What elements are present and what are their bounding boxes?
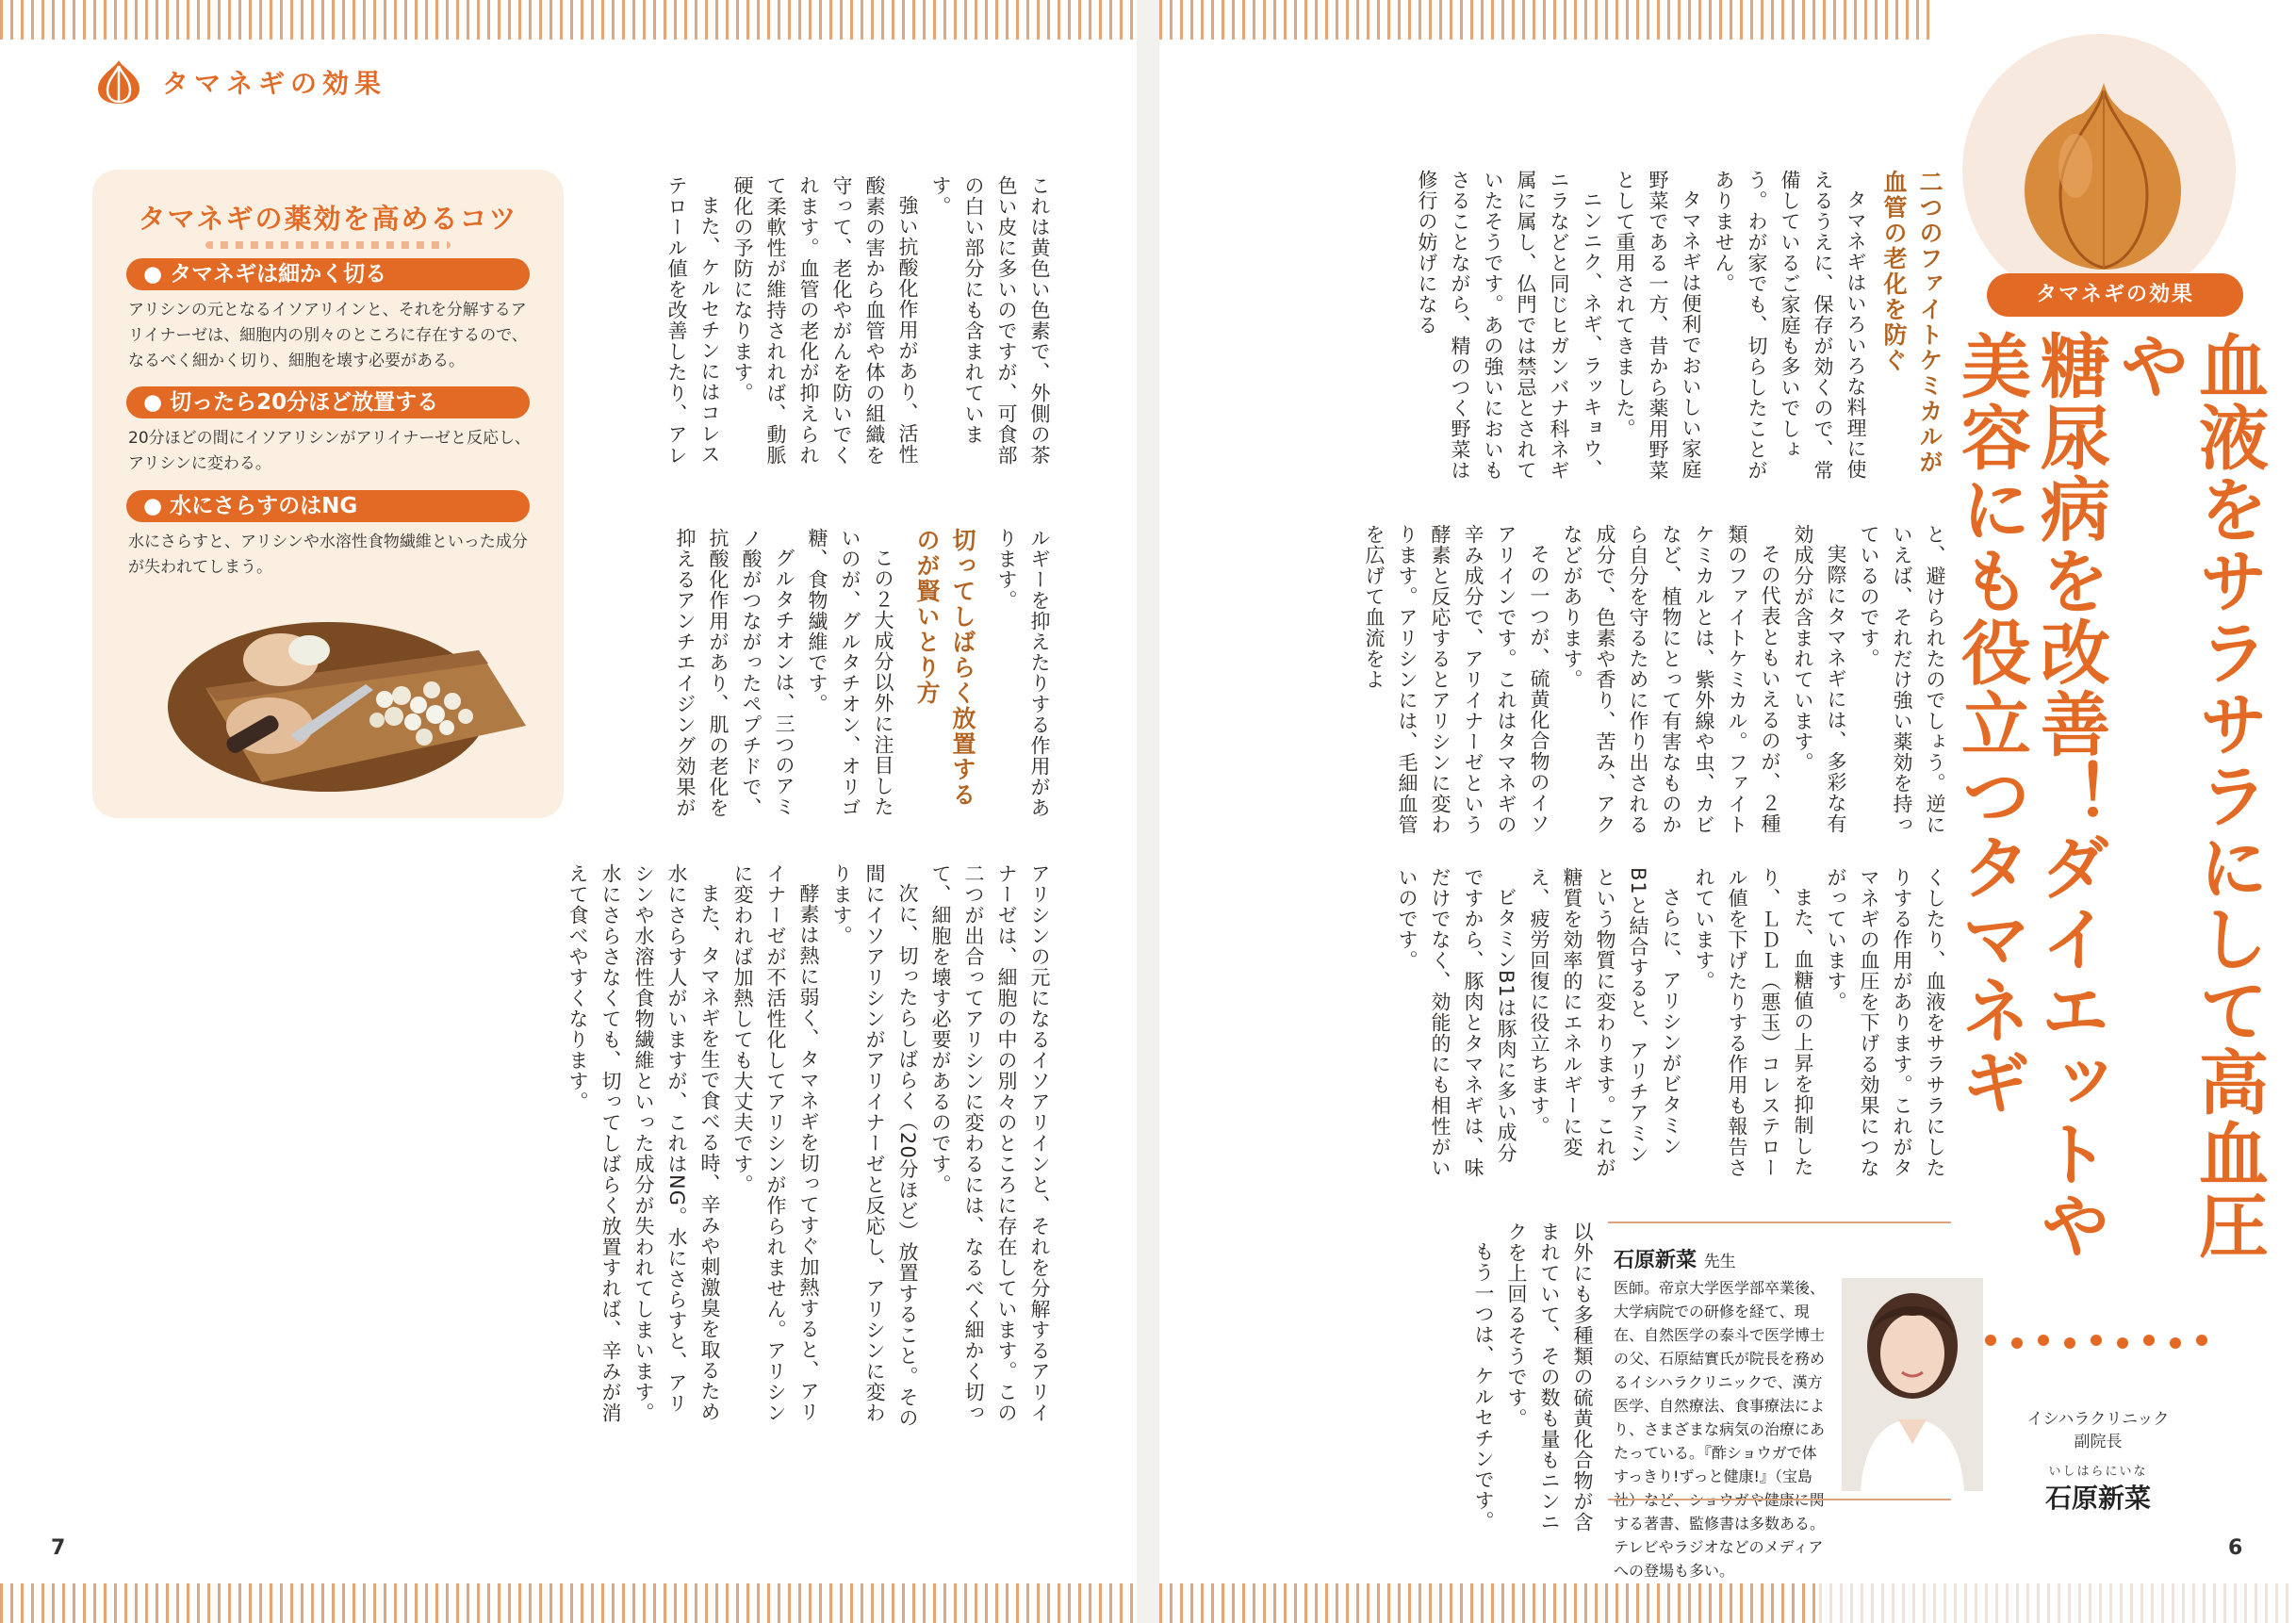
right-bottom-text	[1222, 867, 1951, 1178]
decor-dots	[1985, 1335, 2211, 1348]
onion-photo	[1962, 34, 2236, 307]
paragraph: ビタミンB1は豚肉に多い成分ですから、豚肉とタマネギは、味だけでなく、効能的にも相性がいいのです。	[1396, 867, 1517, 1178]
tip-desc: 20分ほどの間にイソアリシンがアリイナーゼと反応し、アリシンに変わる。	[128, 429, 531, 473]
tip-desc: 水にさらすと、アリシンや水溶性食物繊維といった成分が失われてしまう。	[128, 533, 528, 577]
paragraph: これは黄色い色素で、外側の茶色い皮に多いのですが、可食部の白い部分にも含まれています。	[929, 175, 1051, 466]
left-mid-heading: 切ってしばらく放置するのが賢いとり方	[913, 528, 976, 808]
paragraph: また、タマネギを生で食べる時、辛みや刺激臭を取るため水にさらす人がいますが、これはNG。水にさらすと、アリシンや水溶性食物繊維といった成分が失われてしまいます。水にさらさなくても、切ってしばらく放置すれば、辛みが消えて食べやすくなります。	[566, 863, 721, 1423]
paragraph: タマネギはいろいろな料理に使えるうえに、保存が効くので、常備しているご家庭も多いでしょう。わが家でも、切らしたことがありません。	[1713, 170, 1867, 481]
bottom-decor-stripe-faded	[1819, 1583, 2296, 1623]
paragraph: この２大成分以外に注目したいのが、グルタチオン、オリゴ糖、食物繊維です。	[806, 528, 894, 818]
right-bottom-text-2	[1222, 1221, 1599, 1533]
left-mid-text	[603, 528, 1056, 829]
page-number: 7	[51, 1536, 66, 1560]
paragraph: その代表ともいえるのが、２種類のファイトケミカル。ファイトケミカルとは、紫外線や虫、カビなど、植物にとって有害なものから自分を守るために作り出される成分で、色素や香り、苦み、アクなどがあります。	[1561, 524, 1781, 835]
paragraph: また、ケルセチンにはコレステロール値を改善したり、アレ	[665, 175, 721, 466]
page-gutter	[1137, 0, 1159, 1623]
clinic-ruby: いしはらにいな	[2048, 1465, 2148, 1479]
paragraph: グルタチオンは、三つのアミノ酸がつながったペプチドで、抗酸化作用があり、肌の老化を抑えるアンチエイジング効果が	[674, 528, 795, 818]
left-bottom-text	[113, 863, 1056, 1429]
clinic-role: 副院長	[2074, 1433, 2123, 1451]
right-top-text	[1222, 170, 1951, 481]
article-title	[1950, 330, 2269, 1272]
tip-desc: アリシンの元となるイソアリインと、それを分解するアリイナーゼは、細胞内の別々のところに存在するので、なるべく細かく切り、細胞を壊す必要がある。	[128, 301, 528, 370]
paragraph: 酵素は熱に弱く、タマネギを切ってすぐ加熱すると、アリイナーゼが不活性化してアリシンが作られません。アリシンに変われば加熱しても大丈夫です。	[731, 863, 820, 1423]
left-top-text	[603, 175, 1056, 477]
paragraph: その一つが、硫黄化合物のイソアリインです。これはタマネギの辛み成分で、アリイナーゼという酵素と反応するとアリシンに変わります。アリシンには、毛細血管を広げて血流をよ	[1363, 524, 1550, 835]
onion-photo-frame	[1962, 34, 2236, 307]
paragraph: 次に、切ったらしばらく（20分ほど）放置すること。その間にイソアリシンがアリイナーゼと反応し、アリシンに変わります。	[830, 863, 919, 1429]
paragraph: 以外にも多種類の硫黄化合物が含まれていて、その数も量もニンニクを上回るそうです。	[1505, 1221, 1594, 1533]
bottom-decor-stripe	[1159, 1583, 1819, 1623]
paragraph: ルギーを抑えたりする作用があります。	[995, 528, 1051, 818]
paragraph: アリシンの元になるイソアリインと、それを分解するアリイナーゼは、細胞の中の別々のところに存在しています。この二つが出合ってアリシンに変わるには、なるべく細かく切って、細胞を壊す必要があるのです。	[929, 863, 1051, 1423]
right-mid-text	[1222, 524, 1951, 835]
paragraph: と、避けられたのでしょう。逆にいえば、それだけ強い薬効を持っているのです。	[1858, 524, 1946, 835]
paragraph: また、血糖値の上昇を抑制したり、ＬＤＬ（悪玉）コレステロール値を下げたりする作用も報告されています。	[1693, 867, 1814, 1178]
tip-label: ● 水にさらすのはNG	[126, 490, 530, 522]
author-rule-bottom	[1608, 1499, 1951, 1500]
paragraph: くしたり、血液をサラサラにしたりする作用があります。これがタマネギの血圧を下げる効果につながっています。	[1825, 867, 1946, 1178]
paragraph: さらに、アリシンがビタミンB1と結合すると、アリチアミンという物質に変わります。これが糖質を効率的にエネルギーに変え、疲労回復に役立ちます。	[1528, 867, 1682, 1178]
left-page	[0, 0, 1137, 1623]
top-decor-stripe	[1159, 0, 1932, 40]
paragraph: 強い抗酸化作用があり、活性酸素の害から血管や体の組織を守って、老化やがんを防いでくれます。血管の老化が抑えられて柔軟性が維持されれば、動脈硬化の予防になります。	[731, 175, 919, 466]
tips-decor	[205, 241, 451, 249]
section-badge: タマネギの効果	[1987, 273, 2243, 317]
section-label: タマネギの効果	[162, 68, 387, 99]
title-line: 美容にも役立つタマネギ	[1950, 330, 2031, 1118]
bottom-decor-stripe	[0, 1583, 1137, 1623]
author-bio: 医師。帝京大学医学部卒業後、大学病院での研修を経て、現在、自然医学の泰斗で医学博士の父、石原結實氏が院長を務めるイシハラクリニックで、漢方医学、自然療法、食事療法により、さまざまな病気の治療にあたっている。『酢ショウガで体すっきり!ずっと健康!』（宝島 する著書、監修書は多数ある。テレビやラジオなどのメディアへの登場も多い。	[1614, 1279, 1826, 1580]
cutting-onion-photo	[168, 584, 545, 795]
right-heading: 二つのファイトケミカルが血管の老化を防ぐ	[1880, 170, 1943, 475]
clinic-info	[1985, 1408, 2211, 1514]
tip-label: ● 切ったら20分ほど放置する	[126, 386, 530, 418]
tips-box	[92, 170, 564, 818]
right-page	[1159, 0, 2296, 1623]
paragraph: タマネギは便利でおいしい家庭野菜である一方、昔から薬用野菜として重用されてきました。	[1614, 170, 1702, 481]
paragraph: もう一つは、ケルセチンです。	[1472, 1241, 1495, 1532]
clinic-name: イシハラクリニック	[2026, 1410, 2170, 1429]
onion-icon	[90, 58, 147, 106]
author-name-text: 石原新菜	[1614, 1249, 1697, 1272]
author-rule-top	[1608, 1221, 1951, 1223]
author-photo	[1842, 1278, 1983, 1491]
tips-title: タマネギの薬効を高めるコツ	[138, 203, 518, 235]
clinic-person: 石原新菜	[2044, 1483, 2151, 1514]
section-tag	[90, 58, 386, 106]
paragraph: ニンニク、ネギ、ラッキョウ、ニラなどと同じヒガンバナ科ネギ属に属し、仏門では禁忌とされていたそうです。あの強いにおいもさることながら、精のつく野菜は修行の妨げになる	[1416, 170, 1603, 481]
author-name	[1614, 1244, 1736, 1273]
paragraph: 実際にタマネギには、多彩な有効成分が含まれています。	[1792, 524, 1847, 834]
top-decor-stripe	[0, 0, 1137, 40]
tip-label: ● タマネギは細かく切る	[126, 258, 530, 290]
page-number: 6	[2228, 1536, 2243, 1560]
title-line: 糖尿病を改善！ダイエットや	[2029, 330, 2110, 1261]
title-line: 血液をサラサラにして高血圧や	[2108, 330, 2269, 1261]
author-suffix: 先生	[1703, 1253, 1736, 1271]
